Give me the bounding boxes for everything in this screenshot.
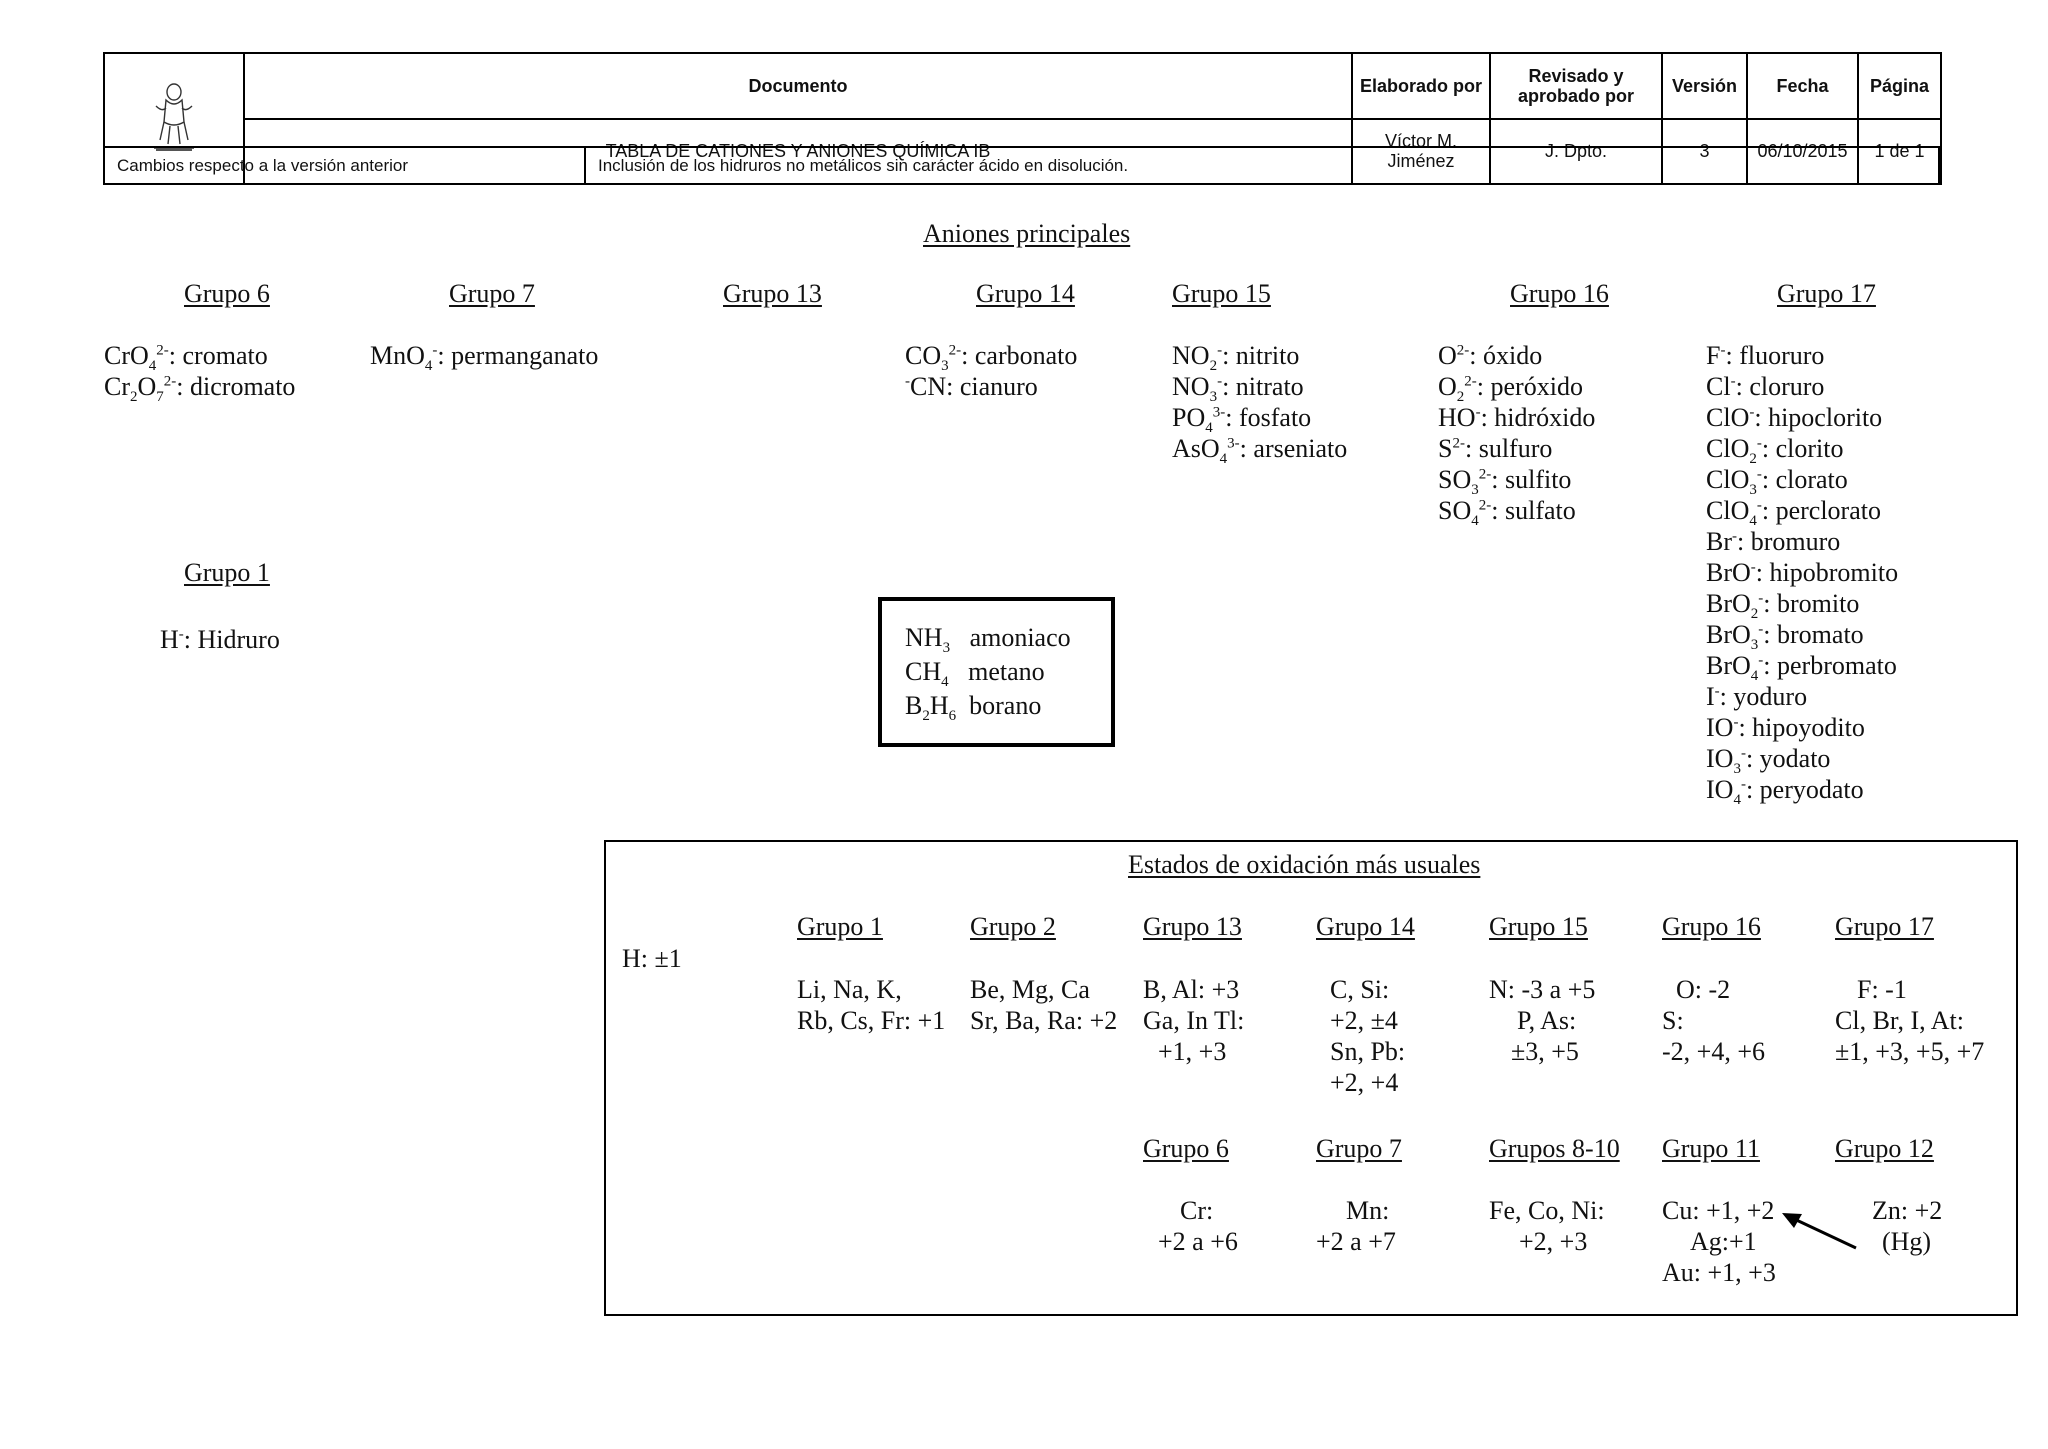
ox-heading-g6: Grupo 6: [1143, 1134, 1229, 1163]
anion-permanganato: MnO$_4$-: permanganato: [370, 341, 599, 375]
oxidation-title: Estados de oxidación más usuales: [1128, 850, 1481, 879]
ox-g13-values: [1143, 974, 1244, 1067]
ox-g12-line1: Zn: +2: [1872, 1196, 1943, 1225]
anion-bromito: BrO$_2$-: bromito: [1706, 589, 1860, 623]
g7-list: [370, 340, 599, 375]
ox-g8-line1: Fe, Co, Ni:: [1489, 1196, 1605, 1225]
anion-hidruro: H-: Hidruro: [160, 625, 280, 654]
ox-g6-line2: +2 a +6: [1158, 1227, 1238, 1256]
anion-bromato: BrO$_3$-: bromato: [1706, 620, 1864, 654]
anion-cloruro: Cl-: cloruro: [1706, 372, 1825, 401]
hydrogen-oxidation: H: ±1: [622, 944, 682, 973]
ox-g11-line1: Cu: +1, +2: [1662, 1196, 1775, 1225]
hydride-nh3: $NH_3$ amoniaco: [905, 623, 1071, 657]
ox-g1-line1: Li, Na, K,: [797, 975, 902, 1004]
anion-sulfato: $SO_4^{2-}$: sulfato: [1438, 496, 1576, 530]
ox-heading-g16: Grupo 16: [1662, 912, 1761, 941]
ox-g12-values: [1872, 1195, 1942, 1257]
g7-heading: Grupo 7: [449, 279, 535, 308]
g15-list: [1172, 340, 1348, 468]
ox-g7-line1: Mn:: [1346, 1196, 1390, 1225]
anion-hipobromito: BrO-: hipobromito: [1706, 558, 1899, 587]
changes-text: Inclusión de los hidruros no metálicos sin carácter ácido en disolución.: [585, 147, 1939, 184]
anion-perclorato: ClO$_4$-: perclorato: [1706, 496, 1881, 530]
ox-g11-line2: Ag:+1: [1690, 1227, 1757, 1256]
ox-heading-g17: Grupo 17: [1835, 912, 1934, 941]
ox-g12-line2: (Hg): [1882, 1227, 1932, 1256]
ox-g16-line3: -2, +4, +6: [1662, 1037, 1765, 1066]
ox-heading-g11: Grupo 11: [1662, 1134, 1760, 1163]
ox-g7-line2: +2 a +7: [1316, 1227, 1396, 1256]
ox-g17-line1: F: -1: [1857, 975, 1907, 1004]
g17-heading: Grupo 17: [1777, 279, 1876, 308]
anion-cianuro: -CN: cianuro: [905, 372, 1038, 401]
hydrides-list: [905, 621, 1071, 723]
ox-heading-g15: Grupo 15: [1489, 912, 1588, 941]
anion-yoduro: I-: yoduro: [1706, 682, 1808, 711]
g6-heading: Grupo 6: [184, 279, 270, 308]
aniones-title: Aniones principales: [923, 219, 1131, 248]
ox-g8-line2: +2, +3: [1519, 1227, 1588, 1256]
ox-g15-line1: N: -3 a +5: [1489, 975, 1596, 1004]
g6-list: [104, 340, 296, 406]
changes-label: Cambios respecto a la versión anterior: [104, 147, 585, 184]
hydride-ch4: $CH_4$ metano: [905, 657, 1045, 691]
changes-row: [103, 146, 1940, 185]
ox-g14-values: [1330, 974, 1405, 1098]
version-value: 3: [1662, 119, 1747, 185]
anion-clorito: ClO$_2$-: clorito: [1706, 434, 1844, 468]
anion-sulfito: $SO_3^{2-}$: sulfito: [1438, 465, 1572, 499]
school-crest-logo: [146, 78, 202, 154]
anion-sulfuro: $S^{2-}$: sulfuro: [1438, 434, 1553, 463]
anion-peryodato: $IO_4^-$: peryodato: [1706, 775, 1864, 809]
g16-list: [1438, 340, 1596, 530]
g1-heading: Grupo 1: [184, 558, 270, 587]
ox-g14-line2: +2, ±4: [1330, 1006, 1398, 1035]
ox-g6-values: [1158, 1195, 1238, 1257]
ox-g7-values: [1316, 1195, 1396, 1257]
ox-g11-values: [1662, 1195, 1776, 1288]
g14-list: [905, 340, 1077, 402]
anion-arseniato: AsO$_4^{3-}$: arseniato: [1172, 434, 1348, 468]
col-elaborado: Elaborado por: [1352, 53, 1490, 119]
g13-heading: Grupo 13: [723, 279, 822, 308]
anion-nitrato: $NO_3^-$: nitrato: [1172, 372, 1304, 406]
col-fecha: Fecha: [1747, 53, 1858, 119]
ox-g1-values: [797, 974, 945, 1036]
ox-g14-line3: Sn, Pb:: [1330, 1037, 1406, 1066]
ox-g16-line1: O: -2: [1676, 975, 1731, 1004]
ox-g2-line1: Be, Mg, Ca: [970, 975, 1090, 1004]
anion-hidroxido: HO-: hidróxido: [1438, 403, 1596, 432]
col-version: Versión: [1662, 53, 1747, 119]
g15-heading: Grupo 15: [1172, 279, 1271, 308]
anion-clorato: ClO$_3$-: clorato: [1706, 465, 1848, 499]
ox-heading-g14: Grupo 14: [1316, 912, 1415, 941]
ox-g14-line1: C, Si:: [1330, 975, 1390, 1004]
g14-heading: Grupo 14: [976, 279, 1075, 308]
ox-heading-g7: Grupo 7: [1316, 1134, 1402, 1163]
ox-g13-line2: Ga, In Tl:: [1143, 1006, 1245, 1035]
anion-yodato: $IO_3^-$: yodato: [1706, 744, 1831, 778]
ox-g11-line3: Au: +1, +3: [1662, 1258, 1776, 1287]
ox-g16-line2: S:: [1662, 1006, 1684, 1035]
arrow-pointer-icon: [1780, 1210, 1860, 1252]
col-documento: Documento: [244, 53, 1352, 119]
revisado-value: J. Dpto.: [1490, 119, 1662, 185]
anion-hipoclorito: ClO-: hipoclorito: [1706, 403, 1883, 432]
ox-g17-line2: Cl, Br, I, At:: [1835, 1006, 1964, 1035]
ox-g14-line4: +2, +4: [1330, 1068, 1399, 1097]
ox-g1-line2: Rb, Cs, Fr: +1: [797, 1006, 946, 1035]
doc-title: TABLA DE CATIONES Y ANIONES QUÍMICA IB: [244, 119, 1352, 185]
ox-g17-line3: ±1, +3, +5, +7: [1835, 1037, 1985, 1066]
ox-heading-g13: Grupo 13: [1143, 912, 1242, 941]
anion-carbonato: $CO_3^{2-}$: carbonato: [905, 341, 1078, 375]
ox-heading-g8-10: Grupos 8-10: [1489, 1134, 1620, 1163]
anion-dicromato: $Cr_2O_7^{2-}$: dicromato: [104, 372, 296, 406]
col-revisado: Revisado y aprobado por: [1490, 53, 1662, 119]
anion-fosfato: $PO_4^{3-}$: fosfato: [1172, 403, 1312, 437]
ox-g15-line3: ±3, +5: [1511, 1037, 1579, 1066]
anion-fluoruro: F-: fluoruro: [1706, 341, 1825, 370]
g17-list: [1706, 340, 1899, 809]
ox-g13-line3: +1, +3: [1158, 1037, 1227, 1066]
ox-g8-values: [1489, 1195, 1605, 1257]
ox-heading-g1: Grupo 1: [797, 912, 883, 941]
hydride-b2h6: $B_2H_6$ borano: [905, 691, 1042, 725]
ox-g15-values: [1489, 974, 1595, 1067]
ox-heading-g12: Grupo 12: [1835, 1134, 1934, 1163]
ox-g2-line2: Sr, Ba, Ra: +2: [970, 1006, 1118, 1035]
anion-oxido: $O^{2-}$: óxido: [1438, 341, 1543, 370]
anion-perbromato: BrO$_4$-: perbromato: [1706, 651, 1897, 685]
anion-peroxido: $O_2^{2-}$: peróxido: [1438, 372, 1583, 406]
col-pagina: Página: [1858, 53, 1941, 119]
ox-g13-line1: B, Al: +3: [1143, 975, 1240, 1004]
anion-nitrito: $NO_2^-$: nitrito: [1172, 341, 1300, 375]
ox-g15-line2: P, As:: [1517, 1006, 1577, 1035]
elaborado-value: Víctor M. Jiménez: [1352, 119, 1490, 185]
anion-cromato: CrO$_4^{2-}$: cromato: [104, 341, 268, 375]
anion-bromuro: Br-: bromuro: [1706, 527, 1841, 556]
ox-g16-values: [1662, 974, 1765, 1067]
ox-g2-values: [970, 974, 1117, 1036]
ox-g17-values: [1835, 974, 1984, 1067]
ox-heading-g2: Grupo 2: [970, 912, 1056, 941]
fecha-value: 06/10/2015: [1747, 119, 1858, 185]
ox-g6-line1: Cr:: [1180, 1196, 1214, 1225]
pagina-value: 1 de 1: [1858, 119, 1941, 185]
g16-heading: Grupo 16: [1510, 279, 1609, 308]
anion-hipoyodito: IO-: hipoyodito: [1706, 713, 1865, 742]
